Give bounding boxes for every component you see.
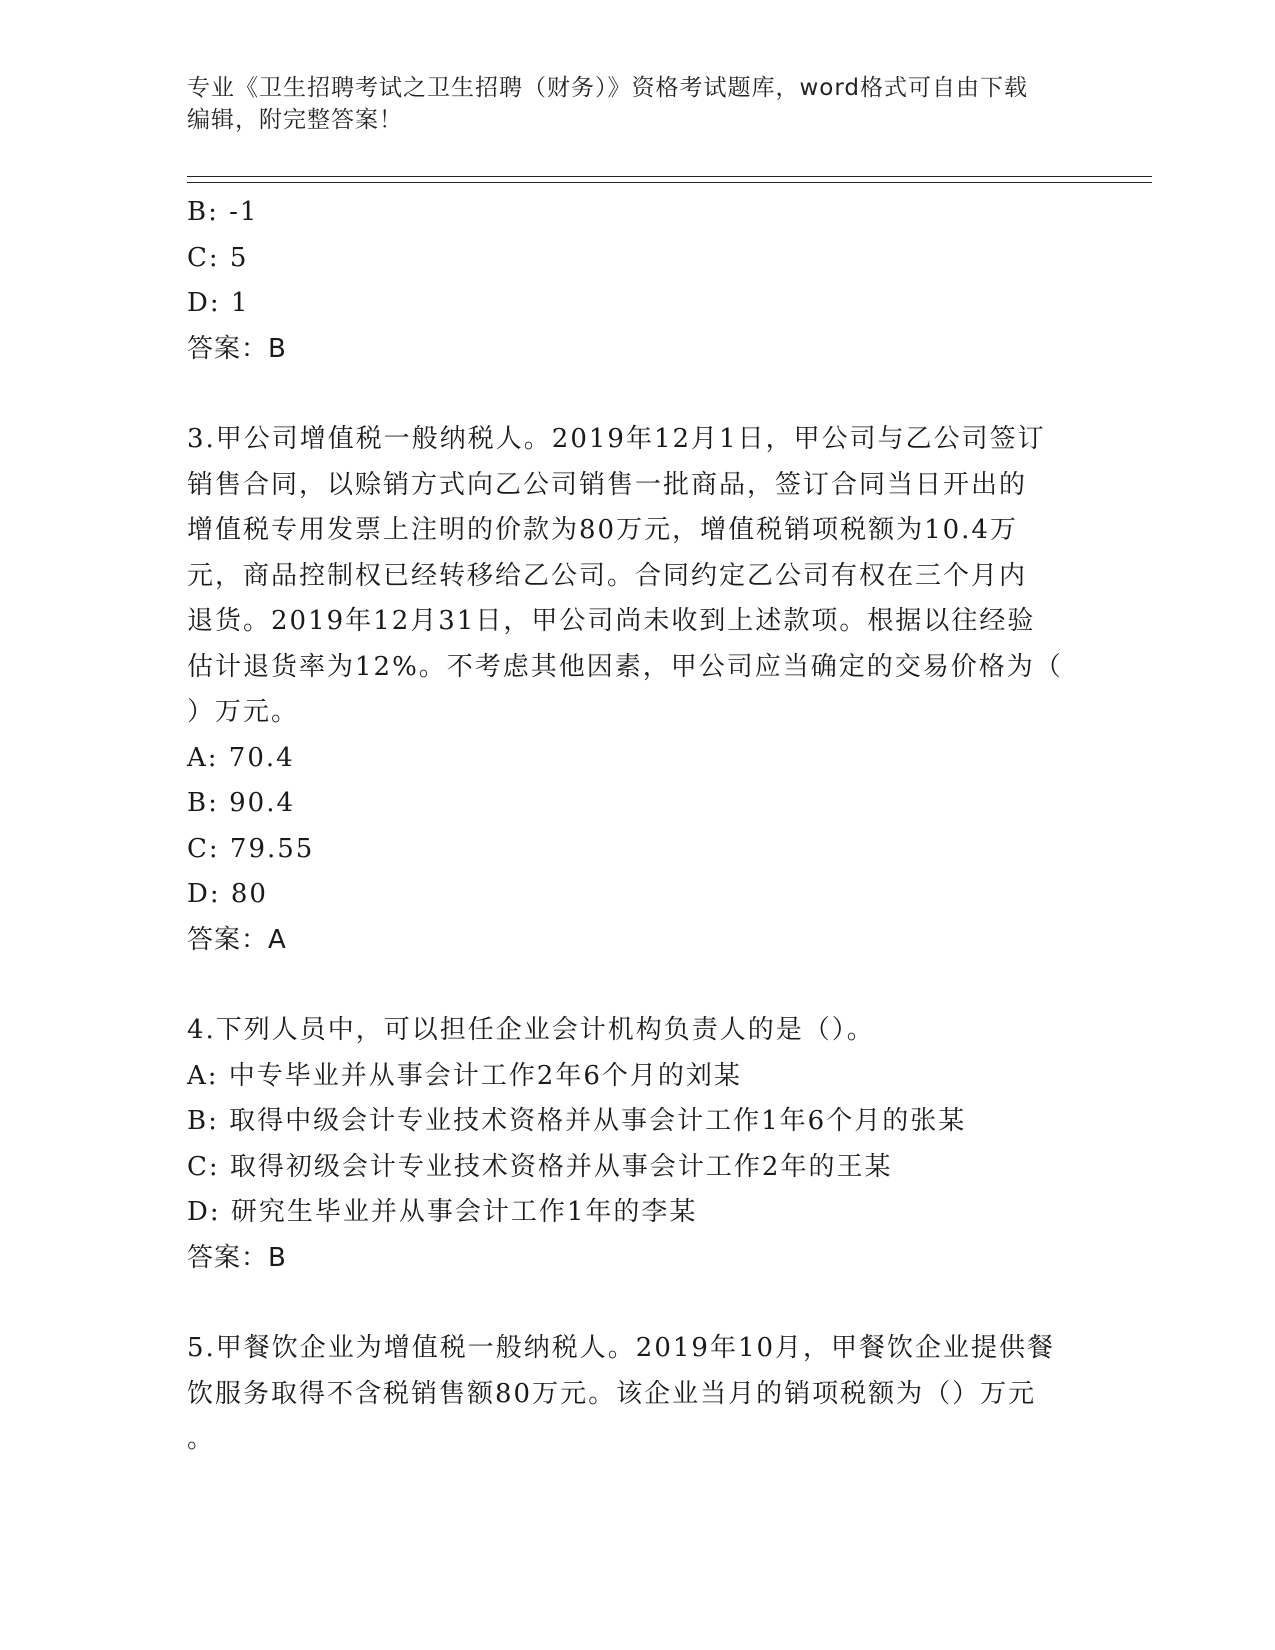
q2-option-b: B: -1 bbox=[187, 197, 259, 227]
q5-line: 5.甲餐饮企业为增值税一般纳税人。2019年10月，甲餐饮企业提供餐 bbox=[187, 1333, 1056, 1363]
q2-option-d: D: 1 bbox=[187, 288, 250, 318]
q3-line: 增值税专用发票上注明的价款为80万元，增值税销项税额为10.4万 bbox=[187, 515, 1018, 545]
question-3 bbox=[187, 417, 1087, 963]
header-rule-bottom bbox=[187, 182, 1152, 183]
q3-line: 3.甲公司增值税一般纳税人。2019年12月1日，甲公司与乙公司签订 bbox=[187, 424, 1046, 454]
document-header bbox=[187, 72, 1067, 136]
q4-answer: 答案：B bbox=[187, 1242, 287, 1273]
q4-option-b: B: 取得中级会计专业技术资格并从事会计工作1年6个月的张某 bbox=[187, 1106, 967, 1136]
q3-question-text bbox=[187, 417, 1087, 736]
q3-line: 退货。2019年12月31日，甲公司尚未收到上述款项。根据以往经验 bbox=[187, 606, 1036, 636]
q4-option-d: D: 研究生毕业并从事会计工作1年的李某 bbox=[187, 1197, 698, 1227]
header-line-2: 编辑，附完整答案！ bbox=[187, 107, 403, 133]
q4-option-c: C: 取得初级会计专业技术资格并从事会计工作2年的王某 bbox=[187, 1151, 893, 1182]
q3-line: 元，商品控制权已经转移给乙公司。合同约定乙公司有权在三个月内 bbox=[187, 560, 1028, 591]
q3-line: ）万元。 bbox=[187, 697, 300, 727]
q3-option-b: B: 90.4 bbox=[187, 788, 296, 818]
q3-line: 销售合同，以赊销方式向乙公司销售一批商品，签订合同当日开出的 bbox=[187, 469, 1028, 500]
question-5 bbox=[187, 1326, 1087, 1463]
q3-option-a: A: 70.4 bbox=[187, 742, 295, 773]
header-line-1: 专业《卫生招聘考试之卫生招聘（财务）》资格考试题库，word格式可自由下载 bbox=[187, 75, 1029, 101]
q2-answer: 答案：B bbox=[187, 333, 287, 364]
q2-option-c: C: 5 bbox=[187, 242, 249, 273]
spacer bbox=[187, 1281, 1087, 1326]
question-4 bbox=[187, 1008, 1087, 1281]
q3-line: 估计退货率为12%。不考虑其他因素，甲公司应当确定的交易价格为（ bbox=[187, 651, 1063, 682]
q4-question-text: 4.下列人员中，可以担任企业会计机构负责人的是（）。 bbox=[187, 1015, 875, 1045]
document-body bbox=[187, 190, 1087, 1463]
q3-answer: 答案：A bbox=[187, 924, 287, 955]
question-2 bbox=[187, 190, 1087, 372]
q3-option-c: C: 79.55 bbox=[187, 833, 315, 864]
spacer bbox=[187, 963, 1087, 1008]
spacer bbox=[187, 372, 1087, 417]
header-rule-top bbox=[187, 176, 1152, 177]
q5-line: 。 bbox=[187, 1424, 216, 1454]
q3-option-d: D: 80 bbox=[187, 879, 268, 909]
q4-option-a: A: 中专毕业并从事会计工作2年6个月的刘某 bbox=[187, 1060, 742, 1091]
q5-line: 饮服务取得不含税销售额80万元。该企业当月的销项税额为（）万元 bbox=[187, 1378, 1037, 1409]
